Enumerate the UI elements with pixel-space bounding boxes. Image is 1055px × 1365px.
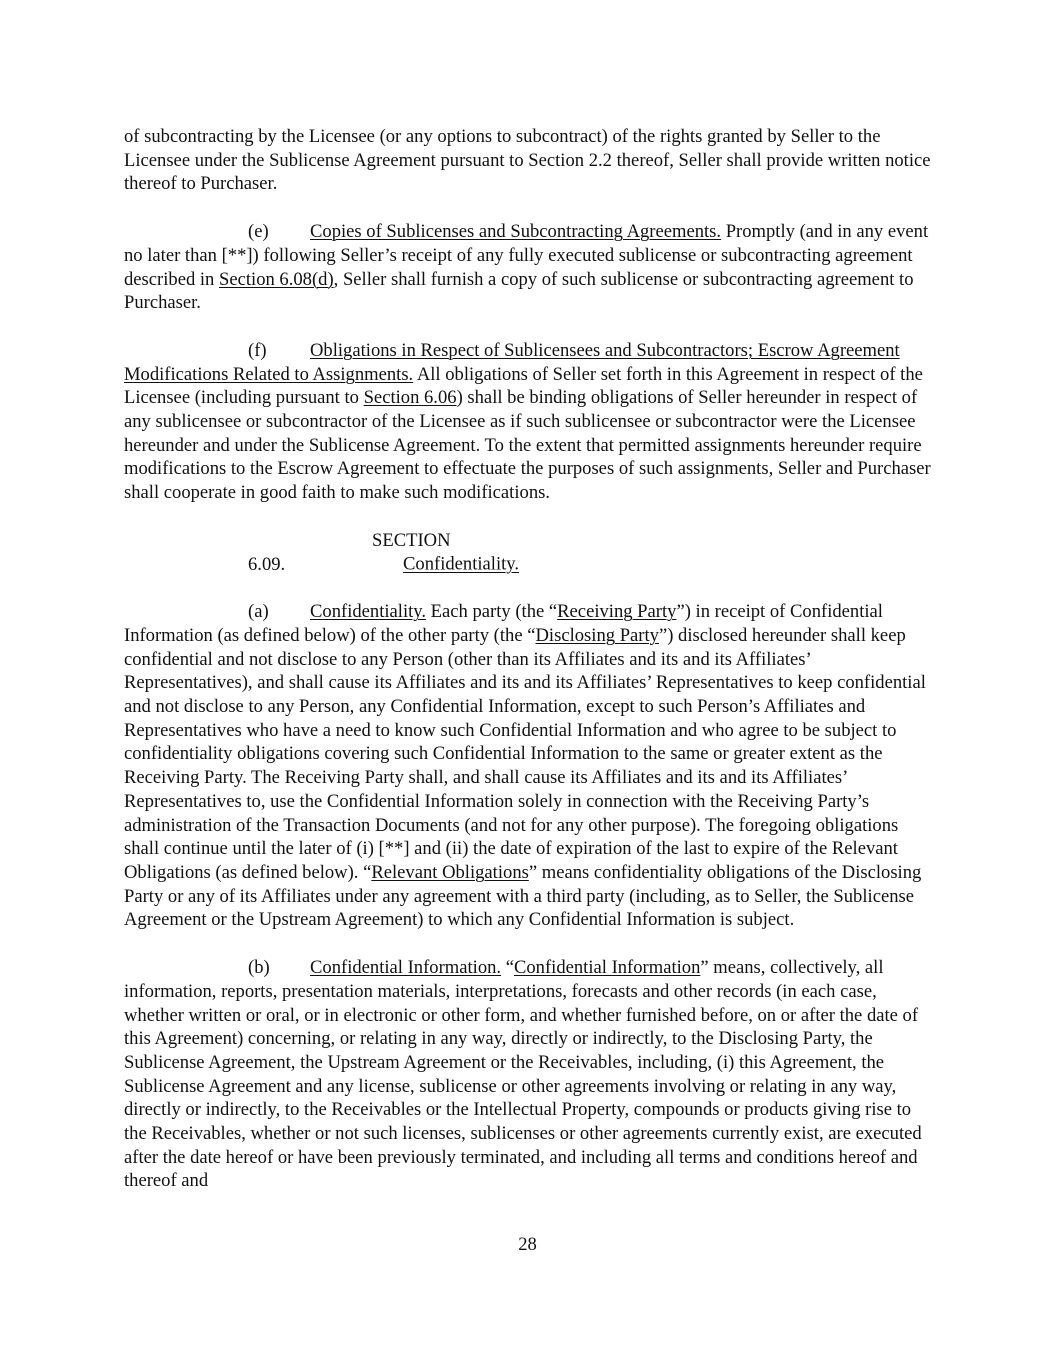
paragraph-b-text-1: “ [501,957,514,979]
continuation-text: of subcontracting by the Licensee (or any options to subcontract) of the rights granted by Seller to the Licensee under the Sublicense Agreement pursuant to Section 2.2 thereof, Seller shall provide written notice thereof to Purchaser. [124,126,931,195]
paragraph-a-heading: Confidentiality. [310,601,427,623]
paragraph-e [124,220,934,315]
continuation-paragraph [124,125,934,196]
relevant-obligations-term: Relevant Obligations [371,861,529,883]
section-6-09-heading [124,529,934,576]
paragraph-a-text-2: ”) in receipt of Confidential Information (as defined below) of the other party (the “ [124,601,883,646]
paragraph-b-text-2: ” means, collectively, all information, reports, presentation materials, interpretations, forecasts and other records (in each case, whether written or oral, or in electronic or other form, and whether furnished before, on or after the date of this Agreement) concerning, or relating in any way, directly or indirectly, to the Disclosing Party, the Sublicense Agreement, the Upstream Agreement or the Receivables, including, (i) this Agreement, the Sublicense Agreement and any license, sublicense or other agreements involving or relating in any way, directly or indirectly, to the Receivables or the Intellectual Property, compounds or products giving rise to the Receivables, whether or not such licenses, sublicenses or other agreements currently exist, are executed after the date hereof or have been previously terminated, and including all terms and conditions hereof and thereof and [124,957,922,1192]
section-title: Confidentiality. [403,553,520,575]
paragraph-f-heading: Obligations in Respect of Sublicensees and Subcontractors; Escrow Agreement Modifications Related to Assignments. [124,339,900,385]
paragraph-e-text-1: Promptly (and in any event no later than [**]) following Seller’s receipt of any fully executed sublicense or subcontracting agreement described in [124,221,929,290]
paragraph-e-marker: (e) [248,221,269,243]
paragraph-e-section-ref: Section 6.08(d) [219,268,334,290]
paragraph-a-text-4: ” means confidentiality obligations of the Disclosing Party or any of its Affiliates under any agreement with a third party (including, as to Seller, the Sublicense Agreement or the Upstream Agreement) to which any Confidential Information is subject. [124,861,922,931]
paragraph-f-text-2: ) shall be binding obligations of Seller hereunder in respect of any sublicensee or subcontractor of the Licensee as if such sublicensee or subcontractor were the Licensee hereunder and under the Sublicense Agreement. To the extent that permitted assignments hereunder require modifications to the Escrow Agreement to effectuate the purposes of such assignments, Seller and Purchaser shall cooperate in good faith to make such modifications. [124,387,931,504]
paragraph-a [124,600,934,932]
paragraph-a-marker: (a) [248,601,269,623]
receiving-party-term: Receiving Party [557,601,677,623]
paragraph-f-text-1: All obligations of Seller set forth in this Agreement in respect of the Licensee (including pursuant to [124,363,923,409]
paragraph-f-section-ref: Section 6.06 [363,387,457,409]
disclosing-party-term: Disclosing Party [535,624,659,646]
paragraph-a-text-3: ”) disclosed hereunder shall keep confidential and not disclose to any Person (other than its Affiliates and its and its Affiliates’ Representatives), and shall cause its Affiliates and its and its Affiliates’ Representatives to keep confidential and not disclose to any Person, any Confidential Information, except to such Person’s Affiliates and Representatives who have a need to know such Confidential Information and who agree to be subject to confidentiality obligations covering such Confidential Information to the same or greater extent as the Receiving Party. The Receiving Party shall, and shall cause its Affiliates and its and its Affiliates’ Representatives to, use the Confidential Information solely in connection with the Receiving Party’s administration of the Transaction Documents (and not for any other purpose). The foregoing obligations shall continue until the later of (i) [**] and (ii) the date of expiration of the last to expire of the Relevant Obligations (as defined below). “ [124,624,926,883]
paragraph-a-text-1: Each party (the “ [426,601,558,623]
paragraph-f-marker: (f) [248,339,267,361]
paragraph-f [124,339,934,505]
paragraph-e-text-2: , Seller shall furnish a copy of such sublicense or subcontracting agreement to Purchaser. [124,268,914,314]
paragraph-b-marker: (b) [248,957,270,979]
paragraph-b-heading: Confidential Information. [310,957,502,979]
page-number: 28 [518,1234,537,1255]
paragraph-e-heading: Copies of Sublicenses and Subcontracting Agreements. [310,221,722,243]
paragraph-b [124,956,934,1193]
section-number: SECTION 6.09. [248,529,451,575]
confidential-information-term: Confidential Information [513,957,701,979]
document-page [124,125,934,1193]
